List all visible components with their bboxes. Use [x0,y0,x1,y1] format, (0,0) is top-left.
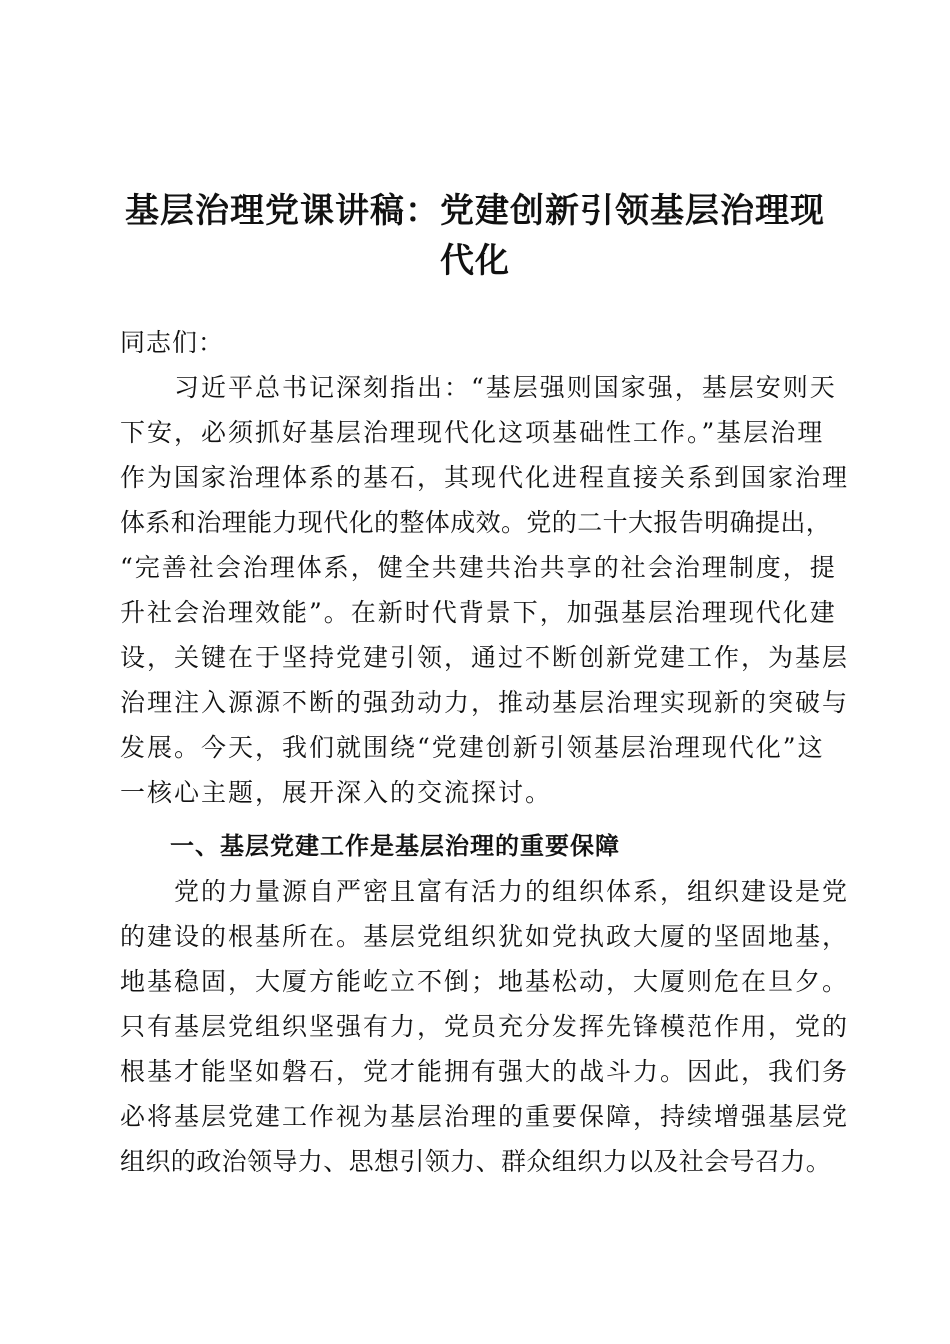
paragraph-line: 体系和治理能力现代化的整体成效。党的二十大报告明确提出， [120,508,832,537]
title-line-1: 基层治理党课讲稿：党建创新引领基层治理现 [125,191,825,231]
paragraph-line: 发展。今天，我们就围绕“党建创新引领基层治理现代化”这 [120,733,825,762]
paragraph-line: 治理注入源源不断的强劲动力，推动基层治理实现新的突破与 [120,688,850,717]
paragraph-line: 下安，必须抓好基层治理现代化这项基础性工作。”基层治理 [120,418,825,447]
paragraph-line: 组织的政治领导力、思想引领力、群众组织力以及社会号召力。 [120,1147,832,1176]
paragraph-line: 作为国家治理体系的基石，其现代化进程直接关系到国家治理 [120,463,850,492]
section-heading: 一、基层党建工作是基层治理的重要保障 [120,832,620,860]
greeting: 同志们： [120,328,225,357]
paragraph-line: 设，关键在于坚持党建引领，通过不断创新党建工作，为基层 [120,643,850,672]
paragraph-line: 必将基层党建工作视为基层治理的重要保障，持续增强基层党 [120,1102,850,1131]
paragraph-section-1 [120,869,850,1184]
paragraph-line: 升社会治理效能”。在新时代背景下，加强基层治理现代化建 [120,598,837,627]
paragraph-intro [120,365,850,815]
paragraph-line: 党的力量源自严密且富有活力的组织体系，组织建设是党 [120,877,850,906]
paragraph-line: “完善社会治理体系，健全共建共治共享的社会治理制度，提 [120,553,837,582]
paragraph-line: 地基稳固，大厦方能屹立不倒；地基松动，大厦则危在旦夕。 [120,967,850,996]
document-body [120,320,850,1184]
document-title [110,186,840,286]
title-line-2: 代化 [440,241,510,281]
paragraph-line: 只有基层党组织坚强有力，党员充分发挥先锋模范作用，党的 [120,1012,850,1041]
paragraph-line: 习近平总书记深刻指出：“基层强则国家强，基层安则天 [120,373,837,402]
paragraph-line: 根基才能坚如磐石，党才能拥有强大的战斗力。因此，我们务 [120,1057,850,1086]
paragraph-line: 一核心主题，展开深入的交流探讨。 [120,778,553,807]
paragraph-line: 的建设的根基所在。基层党组织犹如党执政大厦的坚固地基， [120,922,850,951]
